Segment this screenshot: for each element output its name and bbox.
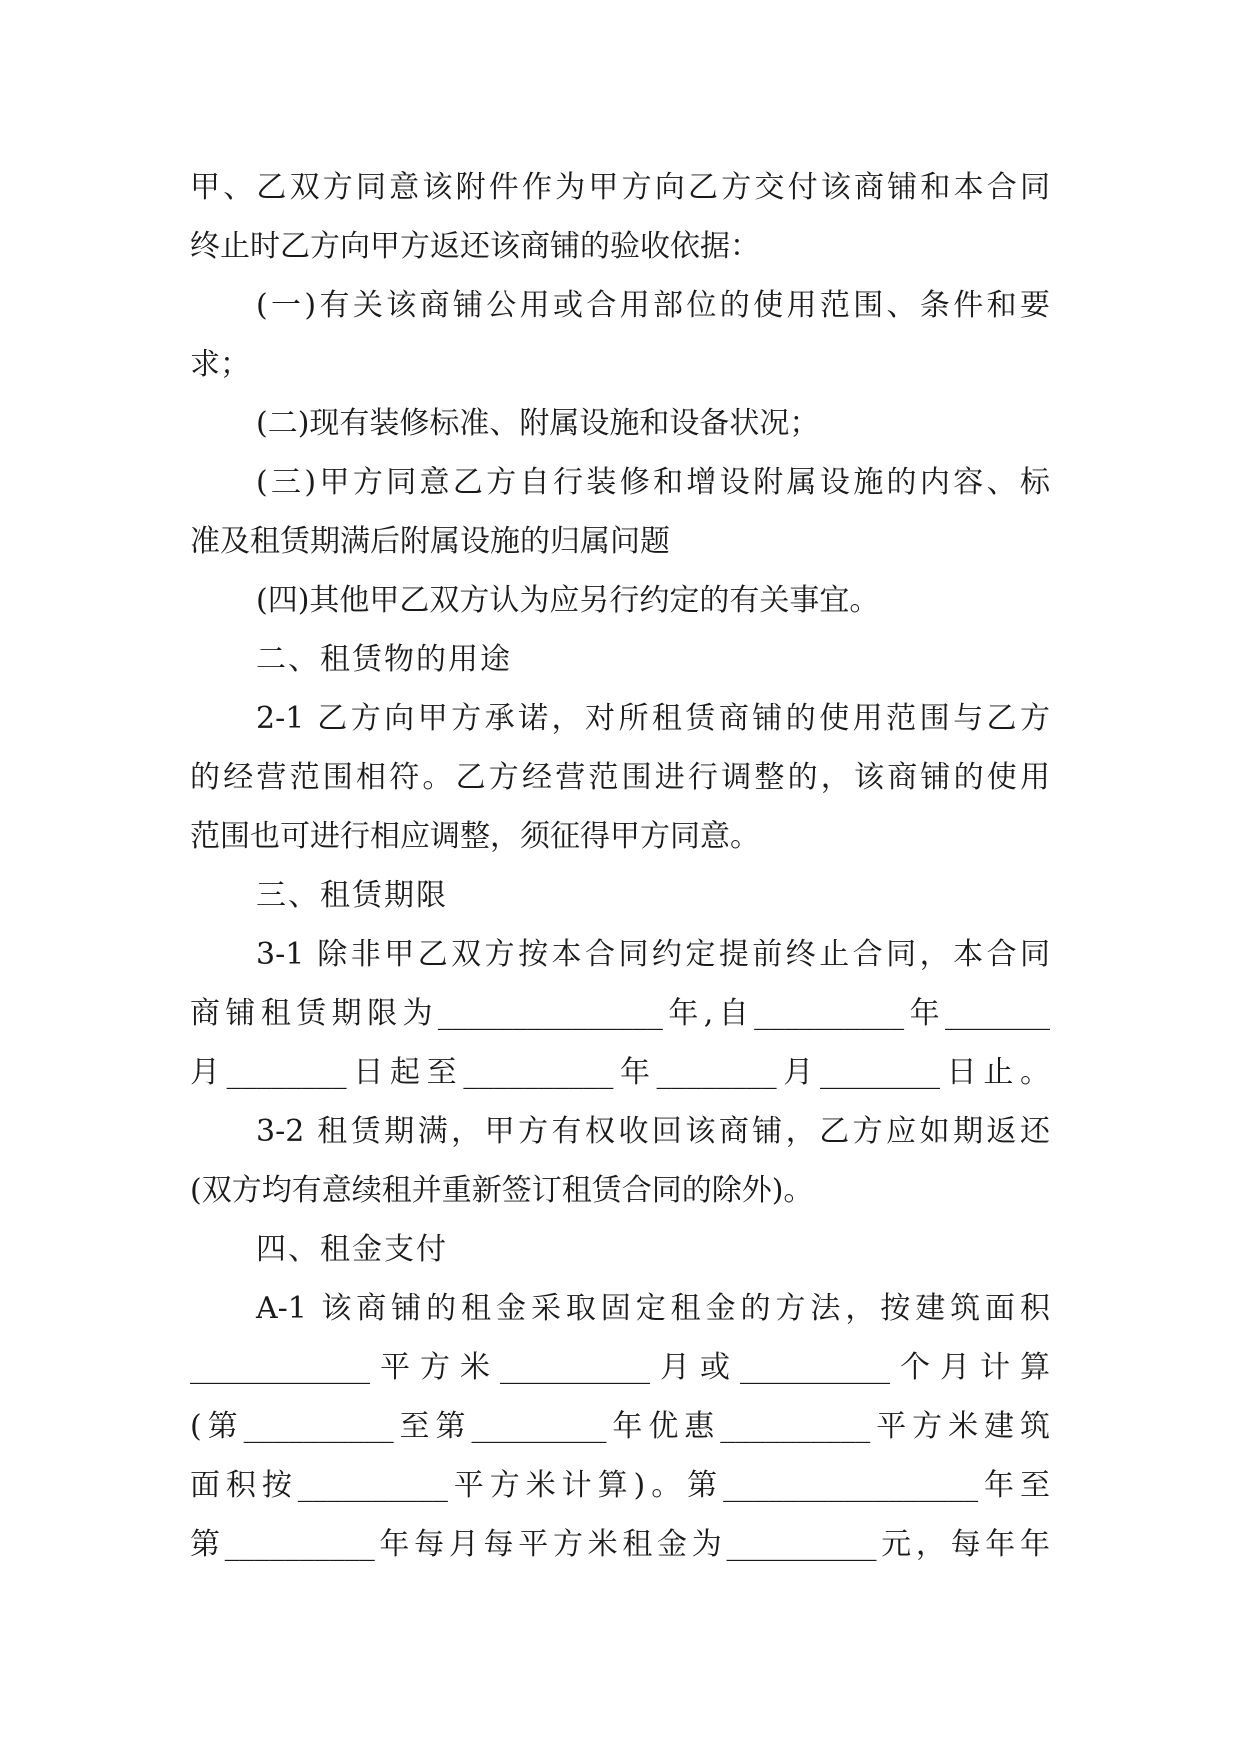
- contract-text: [190, 158, 1050, 1574]
- text-line: (双方均有意续租并重新签订租赁合同的除外)。: [190, 1173, 814, 1208]
- section-heading: 二、租赁物的用途: [256, 642, 512, 677]
- text-line: 3-2 租赁期满，甲方有权收回该商铺，乙方应如期返还: [256, 1114, 1050, 1149]
- text-line: 面积按__________平方米计算)。第_________________年至: [190, 1468, 1050, 1503]
- text-line: 3-1 除非甲乙双方按本合同约定提前终止合同，本合同: [256, 937, 1050, 972]
- text-line: 准及租赁期满后附属设施的归属问题: [190, 524, 670, 559]
- text-line: (四)其他甲乙双方认为应另行约定的有关事宜。: [256, 583, 880, 618]
- section-heading: 四、租金支付: [256, 1232, 448, 1267]
- text-line: 第__________年每月每平方米租金为__________元，每年年: [190, 1527, 1050, 1562]
- text-line: 甲、乙双方同意该附件作为甲方向乙方交付该商铺和本合同: [190, 170, 1050, 205]
- text-line: (三)甲方同意乙方自行装修和增设附属设施的内容、标: [256, 465, 1050, 500]
- text-line: A-1 该商铺的租金采取固定租金的方法，按建筑面积: [256, 1291, 1050, 1326]
- text-line: 的经营范围相符。乙方经营范围进行调整的，该商铺的使用: [190, 760, 1050, 795]
- text-line: 终止时乙方向甲方返还该商铺的验收依据：: [190, 229, 760, 264]
- text-line: (第__________至第_________年优惠__________平方米建筑: [190, 1409, 1050, 1444]
- text-line: ____________平方米__________月或__________个月计算: [190, 1350, 1050, 1385]
- text-line: (二)现有装修标准、附属设施和设备状况；: [256, 406, 820, 441]
- text-line: 范围也可进行相应调整，须征得甲方同意。: [190, 819, 760, 854]
- text-line: 2-1 乙方向甲方承诺，对所租赁商铺的使用范围与乙方: [256, 701, 1050, 736]
- text-line: (一)有关该商铺公用或合用部位的使用范围、条件和要: [256, 288, 1050, 323]
- section-heading: 三、租赁期限: [256, 878, 448, 913]
- text-line: 月________日起至__________年________月________日止。: [190, 1055, 1050, 1090]
- text-line: 求；: [190, 347, 250, 382]
- text-line: 商铺租赁期限为_______________年,自__________年_______: [190, 996, 1050, 1031]
